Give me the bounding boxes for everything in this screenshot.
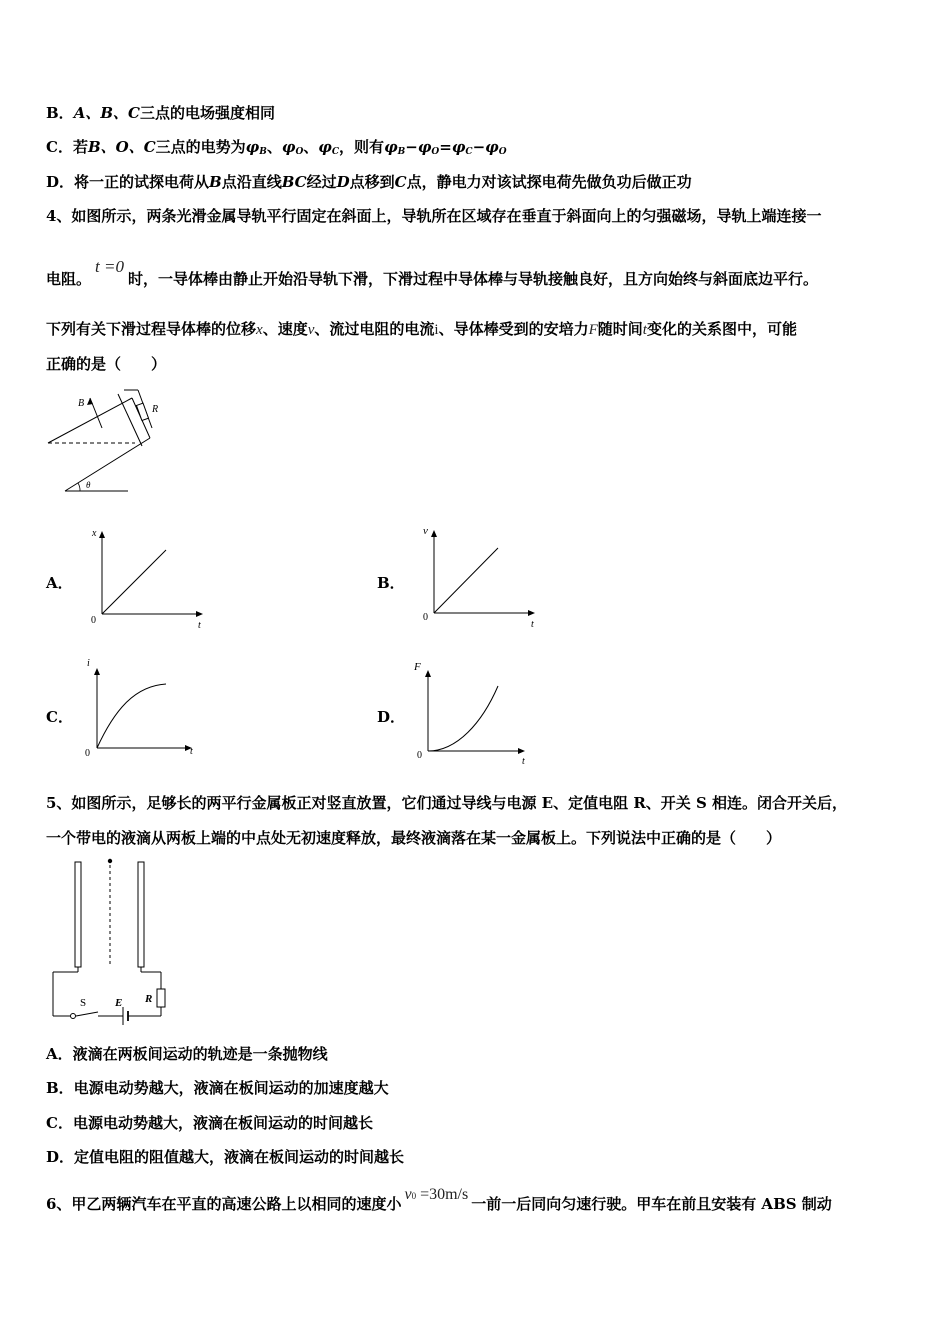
q4-option-a-label[interactable]: A．: [46, 574, 73, 592]
q4-text-line3: 下列有关下滑过程导体棒的位移x、速度v、流过电阻的电流i、导体棒受到的安培力F随时间t变化的关系图中，可能: [46, 320, 797, 338]
q4-incline-figure: [40, 388, 180, 498]
graph-a-xlabel: t: [198, 620, 201, 631]
fig-label-theta: θ: [86, 480, 91, 490]
graph-a-origin: 0: [91, 615, 96, 626]
q4-text-line2: 电阻。t =0时，一导体棒由静止开始沿导轨下滑，下滑过程中导体棒与导轨接触良好，且方向始终与斜面底边平行。: [46, 257, 818, 288]
graph-d-xlabel: t: [522, 756, 525, 767]
q3-option-d: D．将一正的试探电荷从B点沿直线BC经过D点移到C点，静电力对该试探电荷先做负功后做正功: [46, 173, 692, 191]
t-zero-formula: t =0: [95, 257, 124, 276]
graph-d-origin: 0: [417, 750, 422, 761]
circuit-label-r: R: [145, 993, 153, 1005]
graph-d-ylabel: F: [414, 661, 421, 673]
q5-text-line1: 5、如图所示，足够长的两平行金属板正对竖直放置，它们通过导线与电源 E、定值电阻 R、开关 S 相连。闭合开关后，: [46, 794, 848, 812]
q3-option-c: C．若B、O、C三点的电势为$\varphi_B$、$\varphi_O$、$\varphi_C$，则有$\varphi_B-\varphi_O=\varphi_C-\varphi_O$: [46, 138, 507, 157]
fig-label-b: B: [78, 398, 85, 409]
graph-c-ylabel: i: [87, 658, 90, 669]
q5-option-a[interactable]: A．液滴在两板间运动的轨迹是一条抛物线: [46, 1045, 328, 1063]
circuit-label-s: S: [80, 997, 87, 1009]
circuit-label-e: E: [115, 997, 123, 1009]
q6-text-line1: 6、甲乙两辆汽车在平直的高速公路上以相同的速度小v0 =30m/s一前一后同向匀速行驶。甲车在前且安装有 ABS 制动: [46, 1186, 832, 1213]
q4-text-line1: 4、如图所示，两条光滑金属导轨平行固定在斜面上，导轨所在区域存在垂直于斜面向上的匀强磁场，导轨上端连接一: [46, 207, 822, 225]
graph-c-xlabel: t: [190, 746, 193, 757]
q3-option-b: B．A、B、C三点的电场强度相同: [46, 104, 275, 122]
graph-c-origin: 0: [85, 748, 90, 759]
q4-graph-c[interactable]: [84, 656, 214, 766]
q4-graph-d[interactable]: [412, 658, 542, 768]
q4-option-d-label[interactable]: D．: [377, 708, 406, 726]
graph-b-origin: 0: [423, 612, 428, 623]
q5-option-b[interactable]: B．电源电动势越大，液滴在板间运动的加速度越大: [46, 1079, 389, 1097]
v0-formula: v0 =30m/s: [404, 1186, 469, 1203]
q4-graph-a[interactable]: [86, 525, 216, 635]
q4-graph-b[interactable]: [418, 520, 548, 630]
graph-a-ylabel: x: [92, 528, 97, 539]
q5-circuit-figure: [48, 857, 178, 1027]
q4-text-line4: 正确的是（ ）: [46, 355, 167, 373]
graph-b-xlabel: t: [531, 619, 534, 630]
q5-text-line2: 一个带电的液滴从两板上端的中点处无初速度释放，最终液滴落在某一金属板上。下列说法中正确的是（ ）: [46, 829, 782, 847]
q4-option-b-label[interactable]: B．: [377, 574, 405, 592]
q5-option-c[interactable]: C．电源电动势越大，液滴在板间运动的时间越长: [46, 1114, 373, 1132]
q5-option-d[interactable]: D．定值电阻的阻值越大，液滴在板间运动的时间越长: [46, 1148, 405, 1166]
graph-b-ylabel: v: [423, 525, 428, 537]
fig-label-r: R: [152, 404, 159, 415]
q4-option-c-label[interactable]: C．: [46, 708, 73, 726]
